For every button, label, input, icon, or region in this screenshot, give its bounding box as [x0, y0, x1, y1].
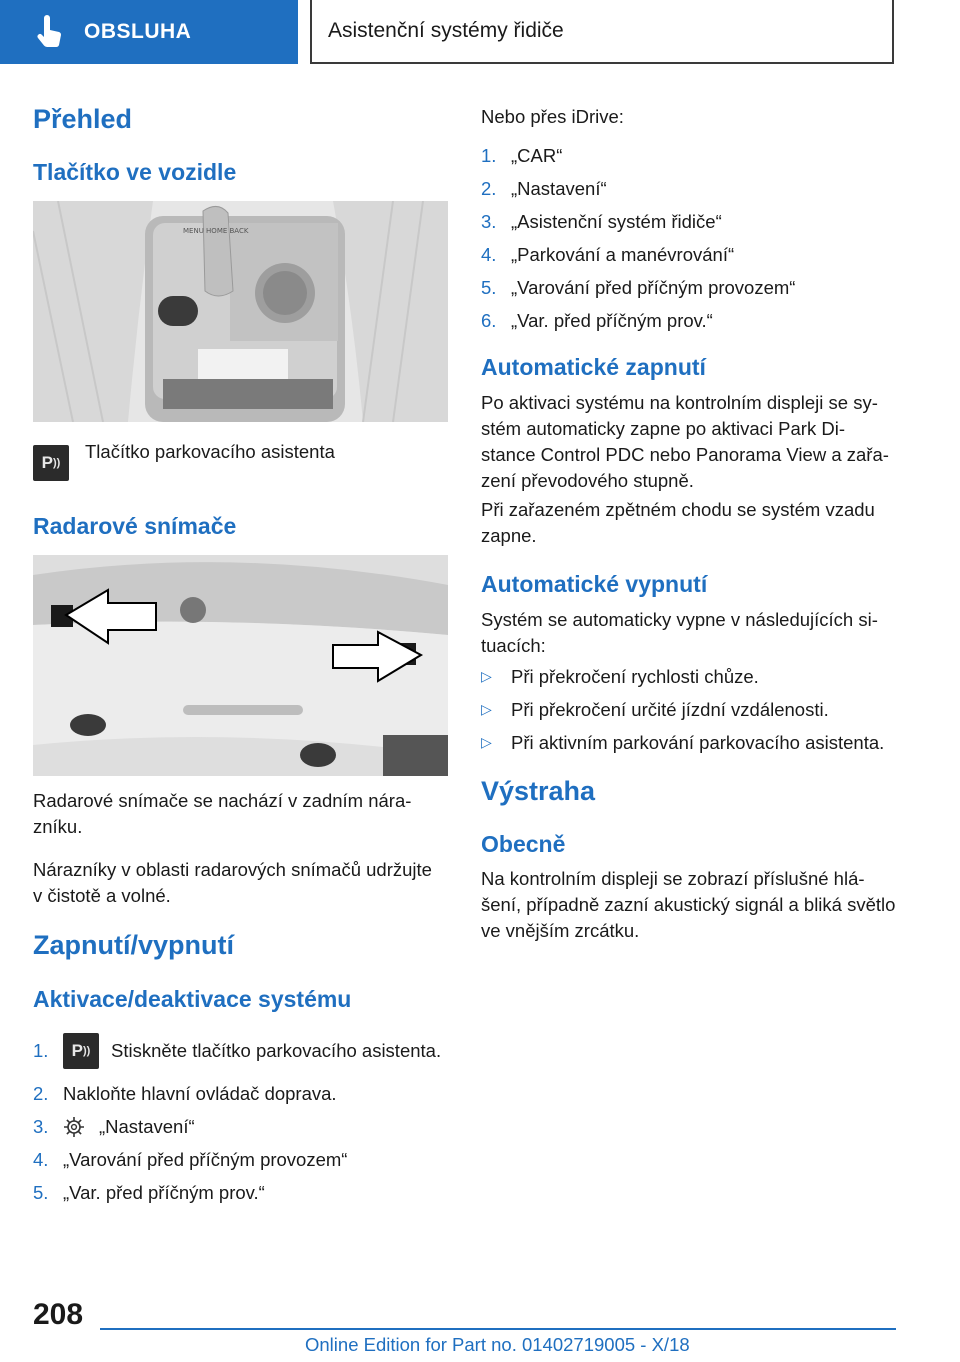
step-text: „Varování před příčným provozem“ [511, 276, 796, 298]
heading-activate-deactivate: Aktivace/deaktivace systému [33, 986, 352, 1012]
general-paragraph [481, 866, 895, 944]
text-line: Při zařazeném zpětném chodu se systém vzadu [481, 499, 875, 520]
auto-on-paragraph-2 [481, 497, 875, 549]
bullet-text: Při překročení rychlosti chůze. [511, 665, 759, 687]
list-item [33, 1025, 453, 1077]
list-item [481, 726, 921, 759]
text-line: stance Control PDC nebo Panorama View a zařa‐ [481, 444, 889, 465]
header-section-title: Asistenční systémy řidiče [310, 0, 894, 64]
idrive-steps-list [481, 139, 921, 337]
list-item [481, 271, 921, 304]
auto-on-paragraph [481, 390, 889, 494]
list-item [481, 172, 921, 205]
text-line: ve vnějším zrcátku. [481, 920, 640, 941]
footer-divider [100, 1328, 896, 1330]
parking-assist-icon: P )) [63, 1033, 99, 1069]
list-item [481, 693, 921, 726]
step-number: 2. [481, 177, 497, 199]
text-line: stém automaticky zapne po aktivaci Park Di‐ [481, 418, 845, 439]
parking-assist-icon: P )) [33, 445, 69, 481]
pdc-icon-caption-icon [33, 445, 69, 481]
step-text: „Var. před příčným prov.“ [63, 1181, 265, 1203]
gear-icon [63, 1116, 85, 1138]
heading-button-in-vehicle: Tlačítko ve vozidle [33, 159, 237, 185]
list-item [33, 1143, 453, 1176]
text-line: zapne. [481, 525, 537, 546]
footer-edition: Online Edition for Part no. 01402719005 - X/18 [305, 1334, 690, 1355]
text-line: Radarové snímače se nachází v zadním nára‐ [33, 790, 412, 811]
heading-auto-on: Automatické zapnutí [481, 354, 706, 380]
idrive-intro: Nebo přes iDrive: [481, 106, 624, 127]
text-line: Systém se automaticky vypne v následujících si‐ [481, 609, 878, 630]
step-text: Stiskněte tlačítko parkovacího asistenta. [111, 1040, 442, 1061]
heading-auto-off: Automatické vypnutí [481, 571, 708, 597]
text-line: Po aktivaci systému na kontrolním displeji se sy‐ [481, 392, 878, 413]
step-text: „Nastavení“ [99, 1115, 195, 1137]
step-text: Nakloňte hlavní ovládač doprava. [63, 1082, 337, 1104]
list-item [481, 304, 921, 337]
page-number: 208 [33, 1298, 84, 1331]
list-item [481, 238, 921, 271]
step-text: „CAR“ [511, 144, 563, 166]
step-number: 6. [481, 309, 497, 331]
step-text: „Nastavení“ [511, 177, 607, 199]
heading-radar-sensors: Radarové snímače [33, 513, 237, 539]
text-line: zníku. [33, 816, 83, 837]
list-item [481, 205, 921, 238]
step-number: 3. [33, 1115, 49, 1137]
heading-overview: Přehled [33, 104, 133, 134]
activation-steps-list [33, 1025, 453, 1209]
heading-on-off: Zapnutí/vypnutí [33, 930, 234, 960]
rear-bumper-photo [33, 555, 448, 776]
text-line: Na kontrolním displeji se zobrazí příslušné hlá‐ [481, 868, 865, 889]
heading-general: Obecně [481, 831, 566, 857]
step-number: 2. [33, 1082, 49, 1104]
triangle-bullet-icon: ▷ [481, 734, 492, 750]
step-number: 3. [481, 210, 497, 232]
step-text: „Parkování a manévrování“ [511, 243, 735, 265]
auto-off-bullets [481, 660, 921, 759]
step-number: 4. [481, 243, 497, 265]
step-text: „Var. před příčným prov.“ [511, 309, 713, 331]
sensors-paragraph-1 [33, 788, 411, 840]
bullet-text: Při aktivním parkování parkovacího asistenta. [511, 731, 885, 753]
svg-text:MENU HOME BACK: MENU HOME BACK [183, 227, 249, 235]
hand-pointer-icon [30, 12, 70, 52]
triangle-bullet-icon: ▷ [481, 668, 492, 684]
step-text: „Asistenční systém řidiče“ [511, 210, 722, 232]
step-number: 5. [481, 276, 497, 298]
button-caption: Tlačítko parkovacího asistenta [85, 441, 335, 462]
text-line: zení převodového stupně. [481, 470, 694, 491]
step-number: 1. [33, 1040, 49, 1061]
sensors-paragraph-2 [33, 857, 432, 909]
text-line: Nárazníky v oblasti radarových snímačů udržujte [33, 859, 432, 880]
list-item [33, 1176, 453, 1209]
center-console-photo [33, 201, 448, 422]
step-number: 4. [33, 1148, 49, 1170]
step-text: „Varování před příčným provozem“ [63, 1148, 348, 1170]
step-number: 5. [33, 1181, 49, 1203]
heading-warning: Výstraha [481, 776, 596, 806]
auto-off-paragraph [481, 607, 878, 659]
text-line: tuacích: [481, 635, 546, 656]
bullet-text: Při překročení určité jízdní vzdálenosti. [511, 698, 829, 720]
list-item [481, 660, 921, 693]
header-tab-obsluha[interactable] [0, 0, 298, 64]
list-item [33, 1110, 453, 1143]
list-item [481, 139, 921, 172]
text-line: šení, případně zazní akustický signál a bliká světlo [481, 894, 896, 915]
header-tab-label: OBSLUHA [84, 20, 192, 43]
triangle-bullet-icon: ▷ [481, 701, 492, 717]
list-item [33, 1077, 453, 1110]
step-number: 1. [481, 144, 497, 166]
text-line: v čistotě a volné. [33, 885, 171, 906]
